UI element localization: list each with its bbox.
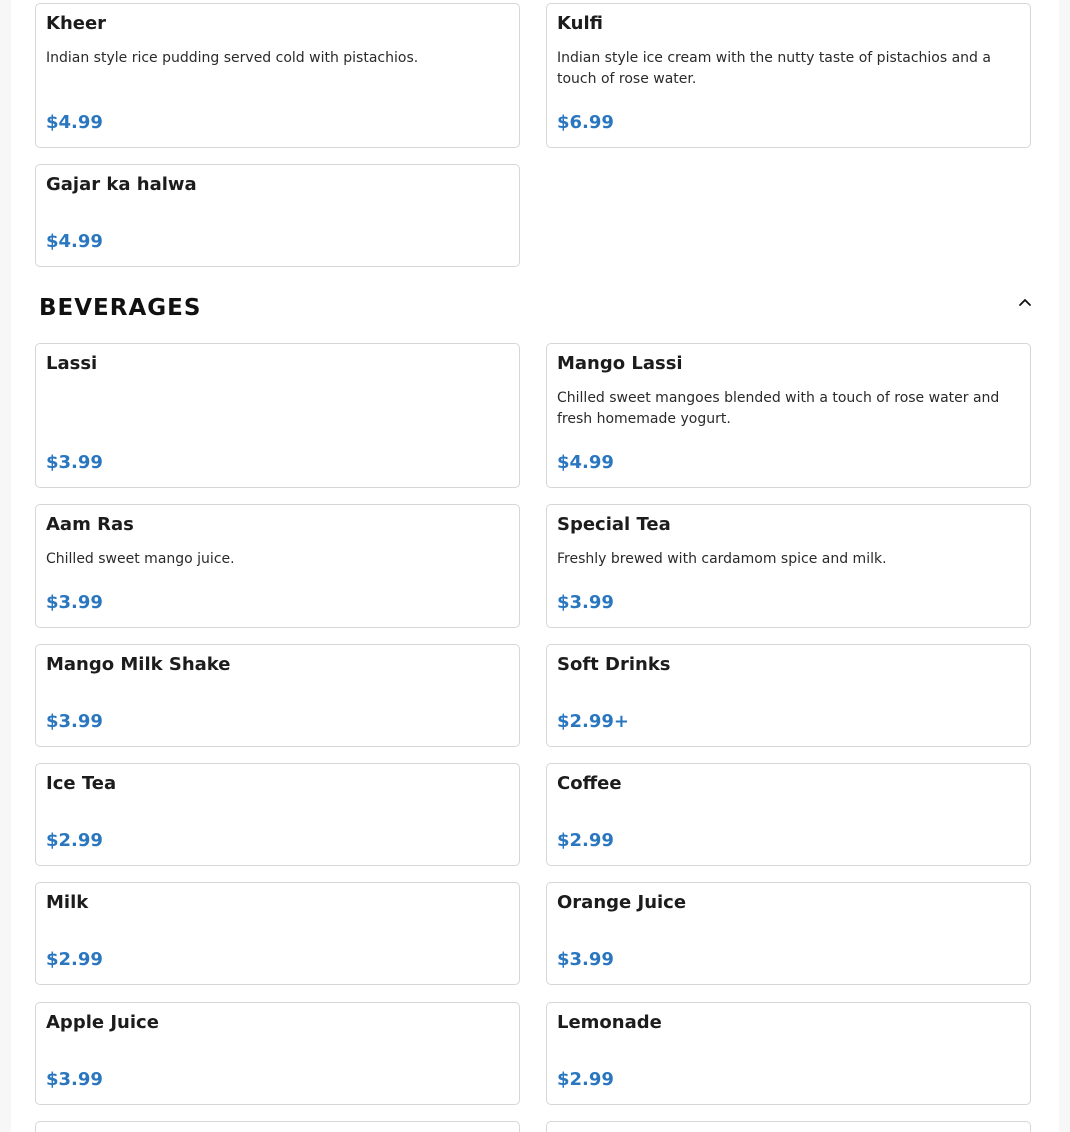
item-name: Aam Ras <box>46 514 134 535</box>
item-name: Milk <box>46 892 89 913</box>
item-name: Lassi <box>46 353 98 374</box>
item-price: $4.99 <box>46 231 103 252</box>
menu-item-card[interactable] <box>546 644 1031 747</box>
menu-item-card[interactable] <box>546 763 1031 866</box>
item-name: Soft Drinks <box>557 654 671 675</box>
item-price: $3.99 <box>46 452 103 473</box>
item-name: Kulfi <box>557 13 603 34</box>
item-description: Chilled sweet mango juice. <box>46 551 235 567</box>
item-price: $3.99 <box>46 1069 103 1090</box>
item-name: Apple Juice <box>46 1012 159 1033</box>
menu-page <box>11 0 1059 1132</box>
item-price: $3.99 <box>46 592 103 613</box>
item-name: Ice Tea <box>46 773 117 794</box>
item-name: Kheer <box>46 13 107 34</box>
menu-item-card[interactable] <box>546 504 1031 628</box>
menu-item-card[interactable] <box>35 1121 520 1132</box>
menu-item-card[interactable] <box>35 164 520 267</box>
item-description: Freshly brewed with cardamom spice and milk. <box>557 551 887 567</box>
menu-item-card[interactable] <box>35 3 520 148</box>
chevron-up-icon <box>1013 290 1037 314</box>
item-price: $2.99+ <box>557 711 630 732</box>
item-price: $3.99 <box>557 949 614 970</box>
collapse-section-button[interactable] <box>1013 290 1037 314</box>
menu-item-card[interactable] <box>546 1002 1031 1105</box>
menu-item-card[interactable] <box>35 343 520 488</box>
menu-item-card[interactable] <box>546 343 1031 488</box>
menu-item-card[interactable] <box>546 882 1031 985</box>
menu-item-card[interactable] <box>35 882 520 985</box>
menu-item-card[interactable] <box>35 763 520 866</box>
item-description: Chilled sweet mangoes blended with a touch of rose water and fresh homemade yogurt. <box>557 390 1000 427</box>
item-name: Lemonade <box>557 1012 662 1033</box>
menu-item-card[interactable] <box>546 3 1031 148</box>
item-price: $6.99 <box>557 112 614 133</box>
item-description: Indian style ice cream with the nutty taste of pistachios and a touch of rose water. <box>557 50 991 87</box>
menu-item-card[interactable] <box>546 1121 1031 1132</box>
item-name: Mango Lassi <box>557 353 683 374</box>
item-name: Gajar ka halwa <box>46 174 197 195</box>
item-price: $3.99 <box>46 711 103 732</box>
item-description: Indian style rice pudding served cold with pistachios. <box>46 50 419 66</box>
item-price: $2.99 <box>557 1069 614 1090</box>
section-title: BEVERAGES <box>39 295 202 321</box>
item-price: $2.99 <box>46 949 103 970</box>
item-price: $2.99 <box>557 830 614 851</box>
item-price: $4.99 <box>557 452 614 473</box>
item-price: $4.99 <box>46 112 103 133</box>
menu-item-card[interactable] <box>35 504 520 628</box>
menu-item-card[interactable] <box>35 1002 520 1105</box>
item-name: Mango Milk Shake <box>46 654 231 675</box>
item-name: Coffee <box>557 773 622 794</box>
item-name: Orange Juice <box>557 892 687 913</box>
menu-item-card[interactable] <box>35 644 520 747</box>
item-name: Special Tea <box>557 514 671 535</box>
item-price: $3.99 <box>557 592 614 613</box>
item-price: $2.99 <box>46 830 103 851</box>
